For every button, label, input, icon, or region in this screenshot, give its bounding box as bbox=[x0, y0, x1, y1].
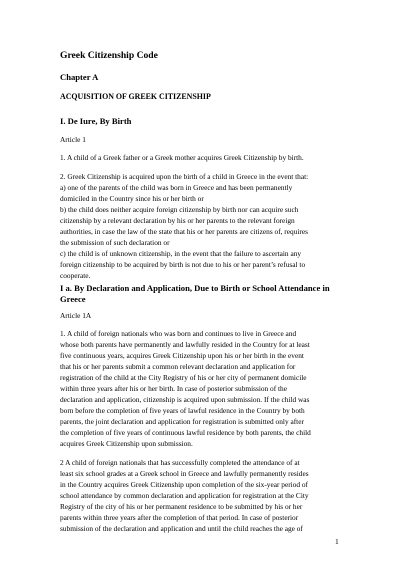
text-line: foreign citizenship to be acquired by birth is not due to his or her parent’s refusal to bbox=[60, 260, 306, 269]
section-heading-de-iure: I. De Iure, By Birth bbox=[60, 116, 132, 126]
text-line: the completion of five years of continuous lawful residence by both parents, the child bbox=[60, 428, 311, 437]
text-line: declaration and application, citizenship is acquired upon submission. If the child was bbox=[60, 395, 310, 404]
text-line: domiciled in the Country since his or her birth or bbox=[60, 194, 204, 203]
text-line: b) the child does neither acquire foreign citizenship by birth nor can acquire such bbox=[60, 205, 299, 214]
text-line: whose both parents have permanently and lawfully resided in the Country for at least bbox=[60, 340, 310, 349]
text-line: 2 A child of foreign nationals that has successfully completed the attendance of at bbox=[60, 458, 300, 467]
article-1a-paragraph-1 bbox=[60, 328, 341, 449]
article-1-paragraph-1: 1. A child of a Greek father or a Greek mother acquires Greek Citizenship by birth. bbox=[60, 153, 304, 162]
text-line: submission of the declaration and application and until the child reaches the age of bbox=[60, 524, 303, 533]
text-line: parents within three years after the completion of that period. In case of posterior bbox=[60, 513, 299, 522]
text-line: in the Country acquires Greek Citizenship upon completion of the six-year period of bbox=[60, 480, 308, 489]
text-line: c) the child is of unknown citizenship, in the event that the failure to ascertain any bbox=[60, 249, 302, 258]
text-line: within three years after his or her birth. In case of posterior submission of the bbox=[60, 384, 287, 393]
article-1-heading: Article 1 bbox=[60, 135, 86, 144]
text-line: Greece bbox=[60, 294, 86, 304]
text-line: cooperate. bbox=[60, 271, 91, 280]
article-1a-paragraph-2 bbox=[60, 457, 341, 534]
text-line: authorities, in case the law of the state that his or her parents are citizens of, requires bbox=[60, 227, 308, 236]
text-line: Registry of the city of his or her permanent residence to be submitted by his or her bbox=[60, 502, 303, 511]
chapter-title: ACQUISITION OF GREEK CITIZENSHIP bbox=[60, 92, 211, 101]
page-number: 1 bbox=[335, 537, 339, 546]
document-title: Greek Citizenship Code bbox=[60, 50, 158, 61]
text-line: the submission of such declaration or bbox=[60, 238, 170, 247]
text-line: citizenship by a relevant declaration by his or her parents to the relevant foreign bbox=[60, 216, 295, 225]
article-1a-heading: Article 1A bbox=[60, 311, 92, 320]
chapter-label: Chapter A bbox=[60, 72, 99, 82]
text-line: 1. A child of foreign nationals who was born and continues to live in Greece and bbox=[60, 329, 297, 338]
text-line: school attendance by common declaration and application for registration at the City bbox=[60, 491, 309, 500]
article-1-paragraph-2 bbox=[60, 171, 341, 281]
text-line: 2. Greek Citizenship is acquired upon the birth of a child in Greece in the event that: bbox=[60, 172, 309, 181]
text-line: acquires Greek Citizenship upon submission. bbox=[60, 439, 193, 448]
text-line: that his or her parents submit a common relevant declaration and application for bbox=[60, 362, 296, 371]
text-line: least six school grades at a Greek school in Greece and lawfully permanently resides bbox=[60, 469, 309, 478]
text-line: parents, the joint declaration and application for registration is submitted only after bbox=[60, 417, 304, 426]
section-heading-by-declaration bbox=[60, 283, 341, 305]
text-line: born before the completion of five years of lawful residence in the Country by both bbox=[60, 406, 305, 415]
text-line: I a. By Declaration and Application, Due to Birth or School Attendance in bbox=[60, 283, 330, 293]
text-line: five continuous years, acquires Greek Citizenship upon his or her birth in the event bbox=[60, 351, 304, 360]
text-line: a) one of the parents of the child was born in Greece and has been permanently bbox=[60, 183, 293, 192]
text-line: registration of the child at the City Registry of his or her city of permanent domicile bbox=[60, 373, 307, 382]
